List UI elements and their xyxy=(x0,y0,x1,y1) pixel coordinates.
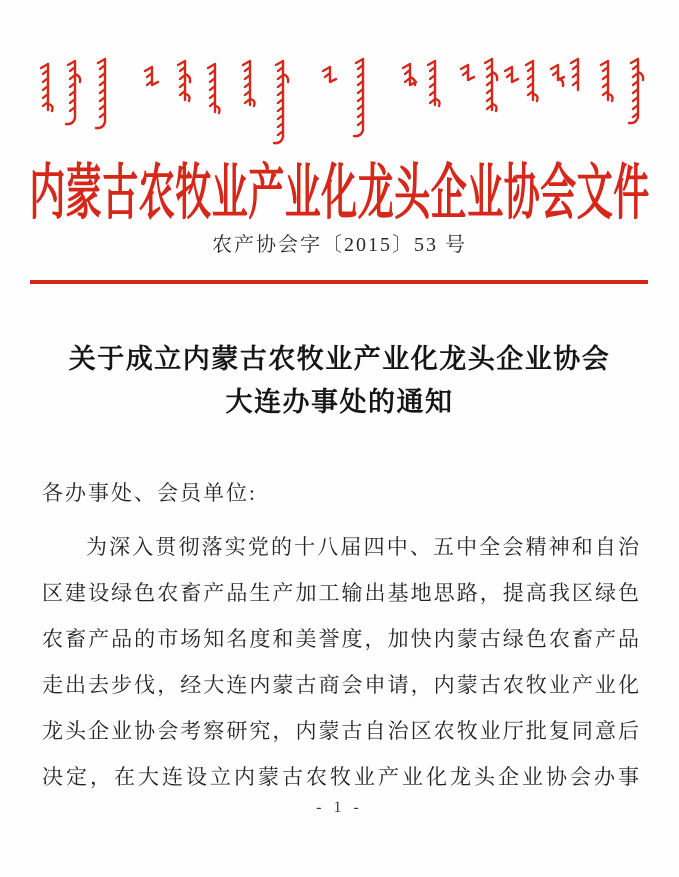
mongolian-word-glyph xyxy=(243,61,255,106)
mongolian-script-banner xyxy=(0,55,679,150)
mongolian-word-glyph xyxy=(323,67,336,82)
mongolian-word-glyph xyxy=(354,59,363,136)
org-header-title: 内蒙古农牧业产业化龙头企业协会文件 xyxy=(29,159,650,227)
red-divider-line xyxy=(30,280,648,284)
mongolian-word-glyph xyxy=(274,61,288,143)
mongolian-word-glyph xyxy=(403,64,416,85)
mongolian-word-glyph xyxy=(428,61,440,106)
mongolian-word-glyph xyxy=(526,61,538,101)
mongolian-word-glyph xyxy=(96,59,105,128)
mongolian-word-glyph xyxy=(66,61,80,124)
body-line: 决定，在大连设立内蒙古农牧业产业化龙头企业协会办事 xyxy=(42,765,640,789)
body-line: 区建设绿色农畜产品生产加工输出基地思路，提高我区绿色 xyxy=(42,581,640,605)
body-line: 农畜产品的市场知名度和美誉度，加快内蒙古绿色农畜产品 xyxy=(42,627,640,651)
mongolian-word-glyph xyxy=(505,67,518,82)
body-line: 走出去步伐，经大连内蒙古商会申请，内蒙古农牧业产业化 xyxy=(42,673,640,697)
mongolian-word-glyph xyxy=(41,64,53,111)
document-number: 农产协会字〔2015〕53 号 xyxy=(212,234,467,256)
mongolian-word-glyph xyxy=(571,59,578,90)
mongolian-word-glyph xyxy=(145,67,158,85)
body-line: 为深入贯彻落实党的十八届四中、五中全会精神和自治 xyxy=(86,535,640,559)
page-number: - 1 - xyxy=(316,799,363,816)
mongolian-word-glyph xyxy=(601,61,613,101)
mongolian-word-glyph xyxy=(485,59,497,111)
notice-title-line2: 大连办事处的通知 xyxy=(225,387,454,417)
mongolian-word-glyph xyxy=(551,65,564,86)
salutation: 各办事处、会员单位: xyxy=(42,481,257,505)
mongolian-word-glyph xyxy=(461,65,474,80)
mongolian-word-glyph xyxy=(629,59,643,123)
body-paragraph xyxy=(42,524,640,800)
mongolian-word-glyph xyxy=(208,64,220,113)
notice-title-line1: 关于成立内蒙古农牧业产业化龙头企业协会 xyxy=(68,344,611,374)
notice-title xyxy=(0,338,679,424)
mongolian-word-glyph xyxy=(178,61,190,101)
body-line: 龙头企业协会考察研究，内蒙古自治区农牧业厅批复同意后 xyxy=(42,719,640,743)
